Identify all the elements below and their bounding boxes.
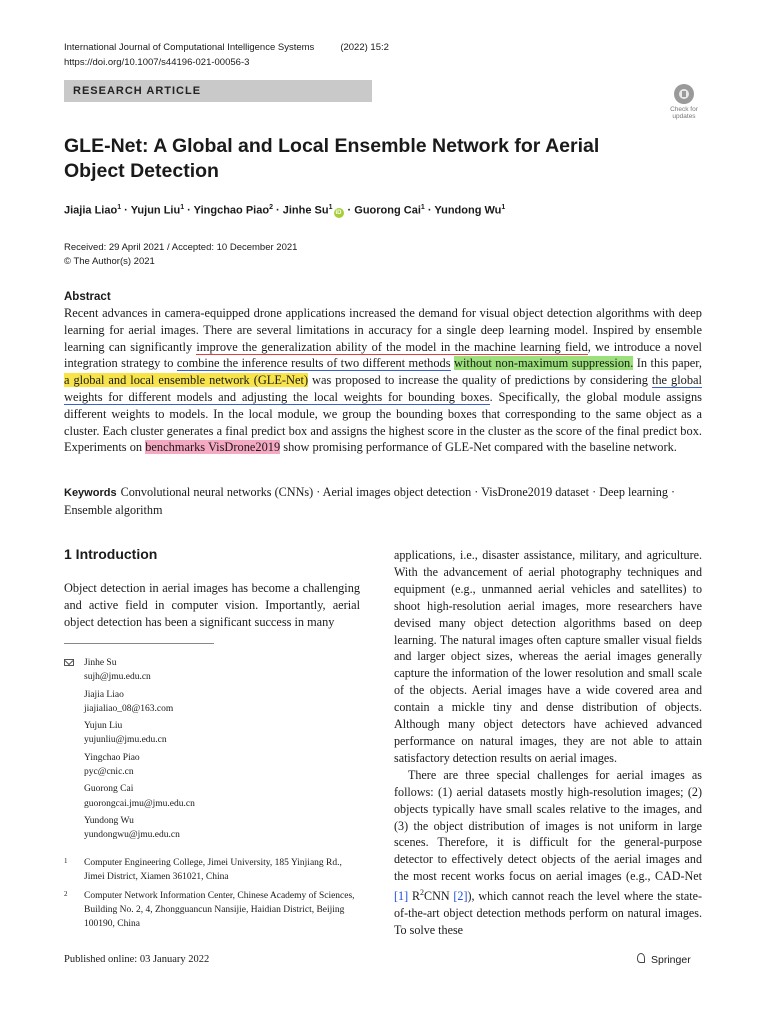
contact-name: Yingchao Piao — [84, 752, 140, 763]
abstract-text: show promising performance of GLE-Net compared with the baseline network. — [280, 440, 677, 455]
contact-email[interactable]: yundongwu@jmu.edu.cn — [84, 830, 180, 841]
abstract-text: , we introduce a novel integration strategy to — [64, 339, 702, 371]
contact-email[interactable]: jiajialiao_08@163.com — [84, 703, 174, 714]
abstract-body — [64, 305, 702, 456]
publisher-logo — [636, 953, 691, 966]
keywords-list: Convolutional neural networks (CNNs) · Aerial images object detection · VisDrone2019 dataset · Deep learning · Ensemble algorithm — [64, 485, 676, 517]
affiliation-text: Computer Engineering College, Jimei University, 185 Yinjiang Rd., Jimei District, Xiamen 361021, China — [84, 858, 342, 882]
contact-name: Yundong Wu — [84, 815, 134, 826]
contact-entry — [64, 688, 354, 717]
journal-header — [64, 40, 389, 70]
annotation-highlight[interactable]: benchmarks VisDrone2019 — [145, 440, 281, 455]
annotation-underline[interactable]: combine the inference results of two different methods — [176, 356, 451, 371]
affiliation-2 — [64, 889, 364, 931]
author-name[interactable]: Yingchao Piao — [193, 204, 270, 217]
corresponding-contacts — [64, 656, 354, 846]
contact-name: Guorong Cai — [84, 784, 134, 795]
author-name[interactable]: Jiajia Liao — [64, 204, 118, 217]
contact-email[interactable]: yujunliu@jmu.edu.cn — [84, 735, 167, 746]
affiliation-number: 1 — [64, 857, 68, 865]
contact-name: Jinhe Su — [84, 658, 117, 668]
check-updates-label-1: Check for — [670, 106, 698, 113]
contact-email[interactable]: sujh@jmu.edu.cn — [84, 672, 151, 683]
author-affil-sup: 1 — [501, 204, 506, 211]
annotation-highlight[interactable]: a global and local ensemble network (GLE-Net) — [64, 373, 309, 388]
author-affil-sup: 1 — [117, 204, 122, 211]
author-name[interactable]: Yundong Wu — [434, 204, 502, 217]
contact-entry — [64, 814, 354, 843]
footnote-divider — [64, 643, 214, 644]
paragraph: applications, i.e., disaster assistance, military, and agriculture. With the advancement of aerial photography techniques and equipment (e.g., unmanned aerial vehicles and satellites) to shoot high-resolution aerial images, more researchers have devised many object detection algorithms based on deep learning. The natural images often capture smaller visual fields and larger object sizes, whereas the aerial images generally capture the information of the lower resolution and small scale of the objects. Aerial images have a wide covered area and contain a mickle tiny and dense distribution of objects. Although many object detectors have achieved advanced performance on natural images, they are not able to attain satisfactory detection results on aerial images. — [394, 548, 702, 765]
check-updates-icon — [674, 84, 694, 104]
author-affil-sup: 2 — [269, 204, 273, 211]
orcid-icon[interactable]: iD — [335, 209, 342, 216]
intro-left-column: Object detection in aerial images has become a challenging and active field in computer vision. Importantly, aerial object detection has been a significant success in many — [64, 581, 360, 629]
received-accepted: Received: 29 April 2021 / Accepted: 10 December 2021 — [64, 242, 298, 253]
doi-link[interactable]: https://doi.org/10.1007/s44196-021-00056-3 — [64, 57, 250, 68]
citation-link[interactable]: [2] — [453, 889, 468, 904]
superscript: 2 — [420, 888, 425, 898]
paragraph-text: R — [408, 889, 421, 904]
journal-name: International Journal of Computational Intelligence Systems — [64, 42, 315, 53]
contact-email[interactable]: guorongcai.jmu@jmu.edu.cn — [84, 798, 195, 809]
contact-entry — [64, 782, 354, 811]
paper-title: GLE-Net: A Global and Local Ensemble Network for Aerial Object Detection — [64, 135, 600, 182]
annotation-highlight[interactable]: without non-maximum suppression. — [454, 356, 634, 371]
author-affil-sup: 1 — [328, 204, 333, 211]
envelope-icon — [64, 659, 74, 666]
abstract-text: was proposed to increase the quality of predictions by considering — [308, 373, 652, 388]
paragraph-text: There are three special challenges for aerial images as follows: (1) aerial datasets mostly high-resolution images; (2) objects typically have small scales relative to the images, and (3) the object distribution of images is not uniform in large scenes. Therefore, it is difficult for the general-purpose detector to effectively detect objects of the aerial images and the most recent works focus on aerial images (e.g., CAD-Net — [394, 767, 702, 884]
article-dates — [64, 241, 297, 269]
affiliation-text: Computer Network Information Center, Chinese Academy of Sciences, Building No. 2, 4, Zhongguancun Nansijie, Haidian District, Beijing 100190, China — [84, 891, 355, 929]
contact-email[interactable]: pyc@cnic.cn — [84, 767, 134, 778]
keywords — [64, 484, 704, 519]
author-list: Jiajia Liao$^1$ · Yujun Liu$^1$ · Yingchao Piao$^2$ · Jinhe $Su^1iD$ · Guorong Cai$^1$ · Yundong Wu$^1$ — [64, 204, 506, 217]
abstract-text: In this paper, — [633, 356, 702, 371]
abstract-text: Recent advances in camera-equipped drone applications increased the demand for visual object detection algorithms with deep learning for aerial images. There are several limitations in accuracy for a single deep learning model. Inspired by ensemble learning can significantly — [64, 306, 702, 354]
intro-right-column — [394, 547, 702, 939]
contact-entry — [64, 751, 354, 780]
published-online: Published online: 03 January 2022 — [64, 954, 210, 965]
author-name[interactable]: Jinhe Su — [282, 204, 329, 217]
springer-horse-icon — [636, 953, 647, 964]
annotation-underline[interactable]: the global weights for different models and adjusting the local weights for bounding boxes — [64, 373, 702, 404]
paragraph — [394, 767, 702, 939]
article-type-badge: RESEARCH ARTICLE — [64, 80, 372, 102]
contact-name: Jiajia Liao — [84, 689, 124, 700]
contact-entry — [64, 719, 354, 748]
author-name[interactable]: Yujun Liu — [130, 204, 181, 217]
annotation-underline[interactable]: improve the generalization ability of the model in the machine learning field — [196, 339, 588, 354]
citation-link[interactable]: [1] — [394, 889, 409, 904]
section-heading: 1 Introduction — [64, 546, 158, 562]
author-name[interactable]: Guorong Cai — [354, 204, 421, 217]
check-for-updates-button[interactable] — [664, 84, 704, 126]
affiliation-number: 2 — [64, 890, 68, 898]
affiliation-1 — [64, 856, 364, 884]
journal-volume: (2022) 15:2 — [340, 42, 389, 53]
publisher-name: Springer — [651, 954, 691, 966]
check-updates-label-2: updates — [672, 113, 696, 120]
contact-name: Yujun Liu — [84, 721, 123, 732]
author-affil-sup: 1 — [180, 204, 185, 211]
paragraph-text: ), which cannot reach the level where the state-of-the-art object detection methods perform on natural images. To solve these — [394, 889, 702, 937]
paragraph-text: CNN — [424, 889, 454, 904]
author-affil-sup: 1 — [420, 204, 425, 211]
keywords-heading: Keywords — [64, 487, 117, 499]
abstract-heading: Abstract — [64, 291, 111, 303]
copyright: © The Author(s) 2021 — [64, 256, 155, 267]
abstract-text: . Specifically, the global module assigns different weights to models. In the local module, we group the bounding boxes that corresponding to the same object as a cluster. Each cluster generates a final predict box and assigns the highest score in the cluster as the score of the final predict box. Experiments on — [64, 389, 702, 455]
contact-entry — [64, 656, 354, 685]
